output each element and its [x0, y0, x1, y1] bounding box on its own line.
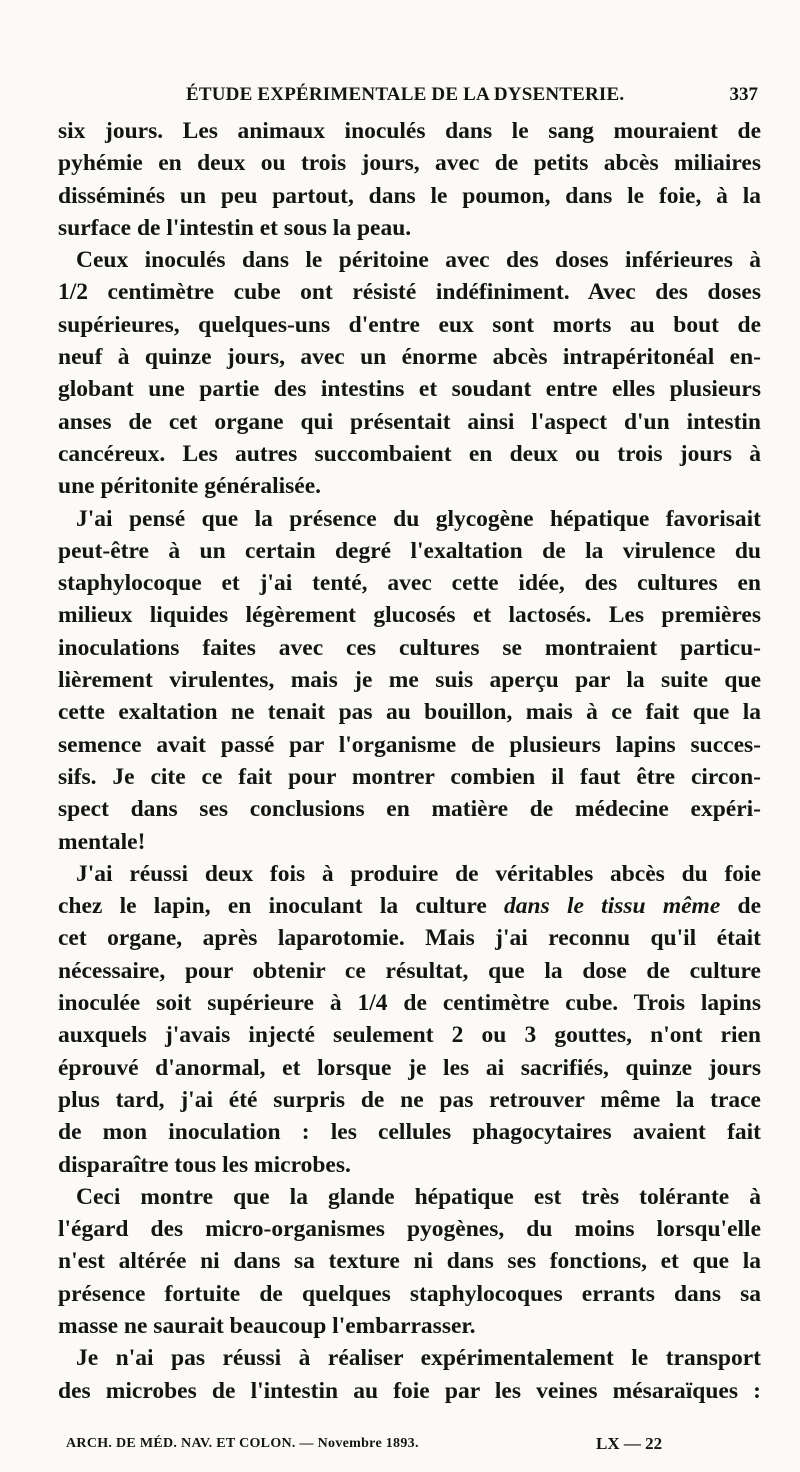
text-line: globant une partie des intestins et soudant entre elles plusieurs [58, 376, 761, 403]
text-line: n'est altérée ni dans sa texture ni dans ses fonctions, et que la [58, 1248, 761, 1275]
text-line: semence avait passé par l'organisme de plusieurs lapins succes- [58, 731, 761, 758]
text-line: peut-être à un certain degré l'exaltation de la virulence du [58, 537, 761, 564]
text-line: anses de cet organe qui présentait ainsi l'aspect d'un intestin [58, 408, 761, 435]
text-line: cancéreux. Les autres succombaient en deux ou trois jours à [58, 440, 761, 467]
text-line: plus tard, j'ai été surpris de ne pas retrouver même la trace [58, 1086, 761, 1113]
text-line: l'égard des micro-organismes pyogènes, du moins lorsqu'elle [58, 1216, 761, 1243]
page-footer [66, 1434, 746, 1456]
text-line: nécessaire, pour obtenir ce résultat, que la dose de culture [58, 957, 761, 984]
text-line: surface de l'intestin et sous la peau. [58, 214, 412, 241]
text-line: auxquels j'avais injecté seulement 2 ou 3 gouttes, n'ont rien [58, 1022, 761, 1049]
text-line: mentale! [58, 828, 146, 855]
text-line: sifs. Je cite ce fait pour montrer combien il faut être circon- [58, 763, 761, 790]
text-line: éprouvé d'anormal, et lorsque je les ai sacrifiés, quinze jours [58, 1054, 761, 1081]
text-line: de mon inoculation : les cellules phagocytaires avaient fait [58, 1119, 761, 1146]
text-line: inoculations faites avec ces cultures se montraient particu- [58, 634, 761, 661]
text-segment: chez le lapin, en inoculant la culture [58, 893, 505, 920]
text-line: cet organe, après laparotomie. Mais j'ai reconnu qu'il était [58, 925, 761, 952]
text-line: lièrement virulentes, mais je me suis aperçu par la suite que [58, 667, 761, 694]
text-line: spect dans ses conclusions en matière de médecine expéri- [58, 796, 761, 823]
text-line [58, 890, 761, 922]
text-line: staphylocoque et j'ai tenté, avec cette idée, des cultures en [58, 570, 761, 597]
text-line: cette exaltation ne tenait pas au bouillon, mais à ce fait que la [58, 699, 761, 726]
text-line: supérieures, quelques-uns d'entre eux sont morts au bout de [58, 311, 761, 338]
text-line: masse ne saurait beaucoup l'embarrasser. [58, 1312, 476, 1339]
text-line: milieux liquides légèrement glucosés et lactosés. Les premières [58, 602, 761, 629]
text-line: inoculée soit supérieure à 1/4 de centimètre cube. Trois lapins [58, 990, 761, 1017]
text-line: disséminés un peu partout, dans le poumon, dans le foie, à la [58, 182, 761, 209]
body-text [58, 115, 761, 1407]
text-line: pyhémie en deux ou trois jours, avec de petits abcès miliaires [58, 150, 761, 177]
text-line: neuf à quinze jours, avec un énorme abcès intrapéritonéal en- [58, 344, 761, 371]
text-line: présence fortuite de quelques staphylocoques errants dans sa [58, 1280, 761, 1307]
page-number: 337 [729, 84, 758, 105]
text-line: Ceci montre que la glande hépatique est très tolérante à [76, 1183, 761, 1210]
signature-mark: LX — 22 [596, 1434, 663, 1453]
text-line: J'ai pensé que la présence du glycogène hépatique favorisait [76, 505, 761, 532]
text-line: 1/2 centimètre cube ont résisté indéfiniment. Avec des doses [58, 279, 761, 306]
italic-phrase: dans le tissu même [504, 893, 721, 920]
text-line: des microbes de l'intestin au foie par les veines mésaraïques : [58, 1377, 761, 1404]
text-line: six jours. Les animaux inoculés dans le sang mouraient de [58, 118, 761, 144]
text-line: disparaître tous les microbes. [58, 1151, 351, 1178]
text-line: J'ai réussi deux fois à produire de véritables abcès du foie [76, 860, 761, 887]
text-line: Ceux inoculés dans le péritoine avec des doses inférieures à [76, 247, 761, 274]
running-header [56, 84, 758, 110]
running-title: ÉTUDE EXPÉRIMENTALE DE LA DYSENTERIE. [186, 84, 625, 105]
text-segment: de [720, 893, 762, 920]
text-line: Je n'ai pas réussi à réaliser expérimentalement le transport [76, 1345, 761, 1372]
journal-reference: ARCH. DE MÉD. NAV. ET COLON. — Novembre 1893. [66, 1436, 419, 1451]
text-line: une péritonite généralisée. [58, 473, 322, 500]
